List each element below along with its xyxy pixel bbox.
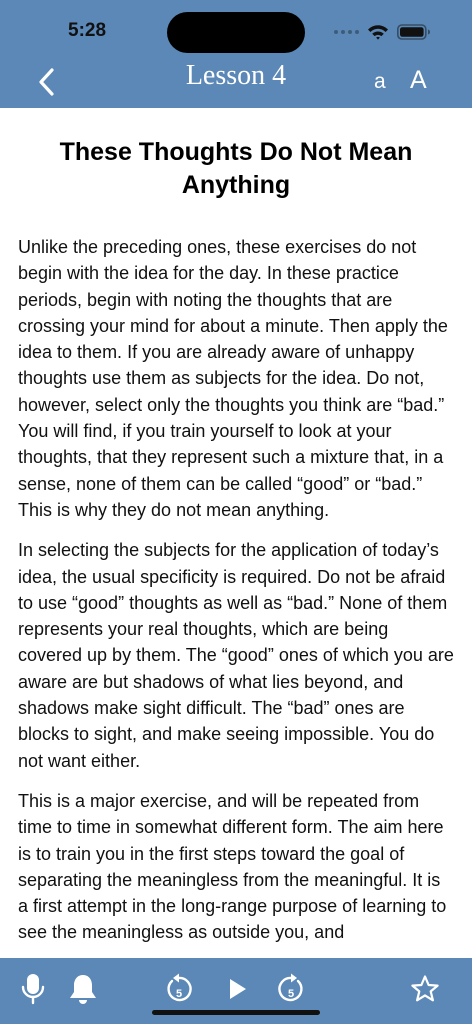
forward-5-icon: [275, 972, 307, 1006]
play-button[interactable]: [220, 972, 254, 1006]
microphone-button[interactable]: [16, 972, 50, 1006]
lesson-paragraph: Unlike the preceding ones, these exercises do not begin with the idea for the day. In these practice periods, begin with noting the thoughts that are crossing your mind for about a minute. Then apply the idea to them. If you are already aware of unhappy thoughts use them as subjects for the idea. Do not, however, select only the thoughts you think are “bad.” You will find, if you train yourself to look at your thoughts, that they represent such a mixture that, in a sense, none of them can be called “good” or “bad.” This is why they do not mean anything.: [18, 237, 448, 520]
lesson-paragraph: This is a major exercise, and will be repeated from time to time in somewhat different form. The aim here is to train you in the first steps toward the goal of separating the meaningless from the meaningful. It is a first attempt in the long-range purpose of learning to see the meaningless as outside you, and: [18, 790, 447, 943]
back-button[interactable]: [26, 62, 66, 102]
skip-forward-seconds: 5: [287, 988, 295, 1000]
skip-back-seconds: 5: [175, 988, 183, 1000]
status-time: 5:28: [68, 20, 107, 41]
skip-forward-button[interactable]: [274, 972, 308, 1006]
favorite-button[interactable]: [408, 972, 442, 1006]
lesson-heading: These Thoughts Do Not Mean Anything: [59, 138, 413, 199]
wifi-icon: [367, 24, 389, 40]
lesson-content[interactable]: [0, 108, 472, 958]
play-icon: [225, 976, 249, 1002]
reminder-button[interactable]: [66, 972, 100, 1006]
dynamic-island: [167, 12, 305, 53]
bell-icon: [68, 973, 98, 1005]
status-icons: [334, 22, 431, 42]
lesson-title: Lesson 4: [185, 60, 287, 91]
battery-icon: [397, 24, 431, 40]
skip-back-button[interactable]: [162, 972, 196, 1006]
cellular-signal-icon: [334, 30, 359, 34]
lesson-paragraph: In selecting the subjects for the application of today’s idea, the usual specificity is required. Do not be afraid to use “good” thoughts as well as “bad.” None of them represents your real thoughts, which are being covered up by them. The “good” ones of which you are aware are but shadows of what lies beyond, and shadows make sight difficult. The “bad” ones are blocks to sight, and make seeing impossible. You do not want either.: [18, 540, 454, 771]
top-bar: [0, 0, 472, 108]
microphone-icon: [20, 973, 46, 1005]
home-indicator[interactable]: [152, 1010, 320, 1015]
star-icon: [410, 974, 440, 1004]
chevron-left-icon: [37, 67, 55, 97]
increase-font-button[interactable]: A: [410, 66, 427, 94]
decrease-font-button[interactable]: a: [374, 70, 386, 93]
rewind-5-icon: [163, 972, 195, 1006]
